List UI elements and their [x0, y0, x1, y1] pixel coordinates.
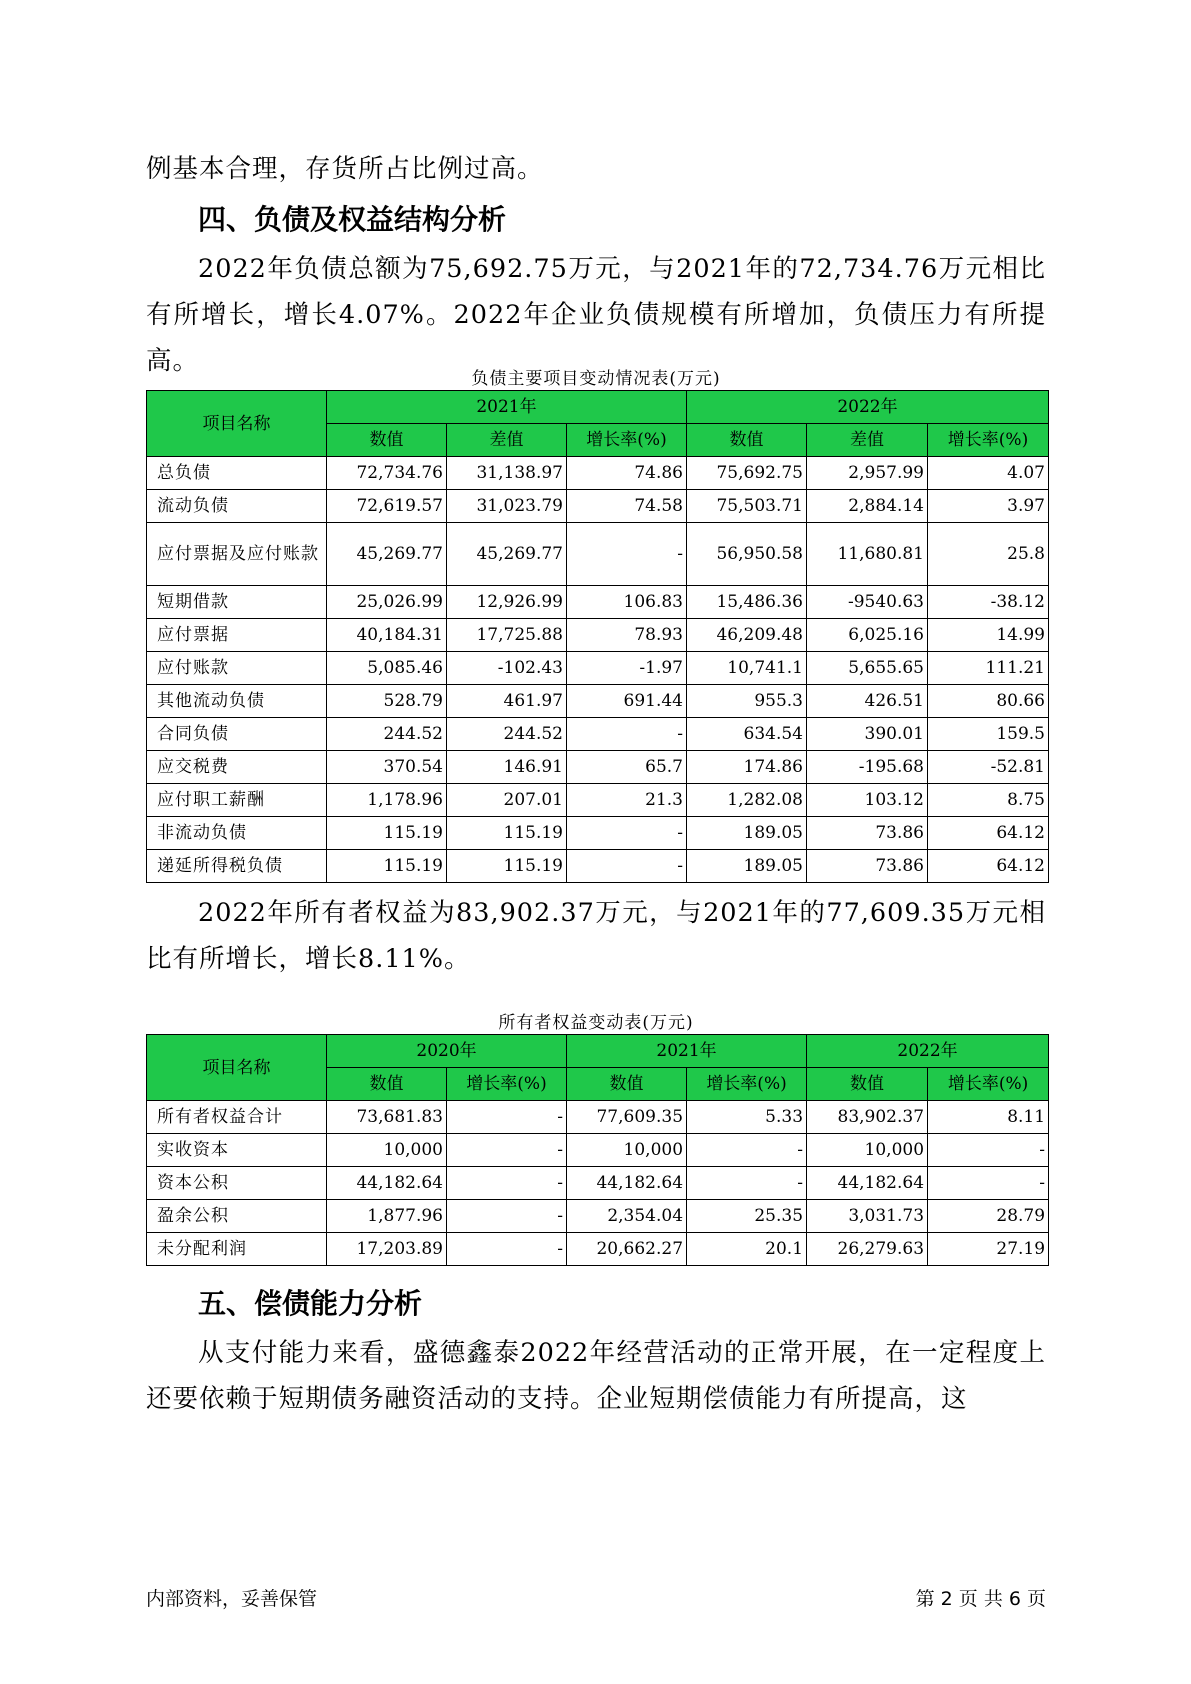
- table-cell: 25.8: [928, 523, 1049, 586]
- row-label: 资本公积: [147, 1167, 327, 1200]
- table-cell: 244.52: [327, 718, 447, 751]
- table-cell: 146.91: [447, 751, 567, 784]
- table-cell: 3.97: [928, 490, 1049, 523]
- table-cell: 26,279.63: [807, 1233, 928, 1266]
- row-label: 所有者权益合计: [147, 1101, 327, 1134]
- table-cell: 27.19: [928, 1233, 1049, 1266]
- year-header: 2022年: [687, 391, 1049, 424]
- year-header: 2021年: [567, 1035, 807, 1068]
- table-cell: -38.12: [928, 586, 1049, 619]
- table-cell: 174.86: [687, 751, 807, 784]
- column-subheader: 数值: [807, 1068, 928, 1101]
- table-row: [147, 850, 1049, 883]
- table-cell: 528.79: [327, 685, 447, 718]
- year-header: 2021年: [327, 391, 687, 424]
- table-cell: 75,692.75: [687, 457, 807, 490]
- table-cell: 115.19: [327, 850, 447, 883]
- table-row: [147, 1167, 1049, 1200]
- row-label: 递延所得税负债: [147, 850, 327, 883]
- table-cell: -: [447, 1167, 567, 1200]
- column-subheader: 差值: [447, 424, 567, 457]
- table-cell: 2,957.99: [807, 457, 928, 490]
- row-label: 应付票据及应付账款: [147, 523, 327, 586]
- table-cell: 20,662.27: [567, 1233, 687, 1266]
- table-cell: -: [447, 1200, 567, 1233]
- table-cell: 370.54: [327, 751, 447, 784]
- row-label: 应付票据: [147, 619, 327, 652]
- table-row: [147, 490, 1049, 523]
- table-row: [147, 1134, 1049, 1167]
- row-label: 其他流动负债: [147, 685, 327, 718]
- table-cell: 1,877.96: [327, 1200, 447, 1233]
- table-row: [147, 652, 1049, 685]
- table-row: [147, 1200, 1049, 1233]
- table-row: [147, 1233, 1049, 1266]
- table-cell: 3,031.73: [807, 1200, 928, 1233]
- column-subheader: 增长率(%): [687, 1068, 807, 1101]
- table-cell: 1,178.96: [327, 784, 447, 817]
- table-cell: 56,950.58: [687, 523, 807, 586]
- name-header: 项目名称: [147, 1035, 327, 1101]
- table-cell: 955.3: [687, 685, 807, 718]
- row-label: 合同负债: [147, 718, 327, 751]
- table-cell: 207.01: [447, 784, 567, 817]
- table-cell: 73.86: [807, 817, 928, 850]
- table-row: [147, 685, 1049, 718]
- table-cell: 634.54: [687, 718, 807, 751]
- table-cell: 5.33: [687, 1101, 807, 1134]
- table-cell: 6,025.16: [807, 619, 928, 652]
- section4-heading: 四、负债及权益结构分析: [198, 203, 507, 236]
- table-cell: 74.86: [567, 457, 687, 490]
- table-cell: 44,182.64: [807, 1167, 928, 1200]
- row-label: 非流动负债: [147, 817, 327, 850]
- table-cell: -: [687, 1167, 807, 1200]
- table-cell: -52.81: [928, 751, 1049, 784]
- table-cell: 426.51: [807, 685, 928, 718]
- table-cell: 244.52: [447, 718, 567, 751]
- table-cell: 72,619.57: [327, 490, 447, 523]
- row-label: 未分配利润: [147, 1233, 327, 1266]
- column-subheader: 数值: [567, 1068, 687, 1101]
- column-subheader: 数值: [327, 1068, 447, 1101]
- table-cell: -: [447, 1134, 567, 1167]
- table1-caption: 负债主要项目变动情况表(万元): [471, 369, 721, 389]
- footer-page-number: 第 2 页 共 6 页: [915, 1588, 1046, 1610]
- row-label: 实收资本: [147, 1134, 327, 1167]
- table-cell: 4.07: [928, 457, 1049, 490]
- table-row: [147, 1101, 1049, 1134]
- table-cell: 77,609.35: [567, 1101, 687, 1134]
- table-cell: 390.01: [807, 718, 928, 751]
- table-cell: 5,655.65: [807, 652, 928, 685]
- liabilities-table: [146, 390, 1049, 883]
- table-cell: -: [447, 1101, 567, 1134]
- table-cell: 73,681.83: [327, 1101, 447, 1134]
- column-subheader: 增长率(%): [928, 424, 1049, 457]
- footer-confidential: 内部资料，妥善保管: [146, 1588, 318, 1610]
- table-row: [147, 784, 1049, 817]
- table-cell: 64.12: [928, 850, 1049, 883]
- row-label: 总负债: [147, 457, 327, 490]
- column-subheader: 增长率(%): [928, 1068, 1049, 1101]
- table-cell: -: [567, 523, 687, 586]
- section4-paragraph-2: 2022年所有者权益为83,902.37万元，与2021年的77,609.35万元相比有所增长，增长8.11%。: [146, 898, 1046, 974]
- table-cell: 45,269.77: [327, 523, 447, 586]
- column-subheader: 数值: [687, 424, 807, 457]
- table-cell: 74.58: [567, 490, 687, 523]
- table-row: [147, 586, 1049, 619]
- table-cell: 2,354.04: [567, 1200, 687, 1233]
- table-cell: 111.21: [928, 652, 1049, 685]
- row-label: 应付职工薪酬: [147, 784, 327, 817]
- row-label: 盈余公积: [147, 1200, 327, 1233]
- table-row: [147, 523, 1049, 586]
- section5-paragraph-1: 从支付能力来看，盛德鑫泰2022年经营活动的正常开展，在一定程度上还要依赖于短期债务融资活动的支持。企业短期偿债能力有所提高，这: [146, 1338, 1046, 1414]
- table-cell: 12,926.99: [447, 586, 567, 619]
- table-cell: 8.11: [928, 1101, 1049, 1134]
- table-cell: 691.44: [567, 685, 687, 718]
- table-cell: 45,269.77: [447, 523, 567, 586]
- year-header: 2020年: [327, 1035, 567, 1068]
- table-cell: 31,138.97: [447, 457, 567, 490]
- table-cell: 28.79: [928, 1200, 1049, 1233]
- row-label: 应交税费: [147, 751, 327, 784]
- table-cell: 44,182.64: [567, 1167, 687, 1200]
- row-label: 流动负债: [147, 490, 327, 523]
- table-cell: 159.5: [928, 718, 1049, 751]
- table-cell: 10,000: [327, 1134, 447, 1167]
- table-cell: 65.7: [567, 751, 687, 784]
- equity-table: [146, 1034, 1049, 1266]
- table-cell: 64.12: [928, 817, 1049, 850]
- table-cell: -: [567, 850, 687, 883]
- intro-line: 例基本合理，存货所占比例过高。: [146, 154, 544, 184]
- table-cell: -195.68: [807, 751, 928, 784]
- table-cell: 189.05: [687, 850, 807, 883]
- table-cell: -: [928, 1167, 1049, 1200]
- table-cell: -1.97: [567, 652, 687, 685]
- table-cell: -: [928, 1134, 1049, 1167]
- column-subheader: 增长率(%): [447, 1068, 567, 1101]
- table-cell: 44,182.64: [327, 1167, 447, 1200]
- table-cell: -: [687, 1134, 807, 1167]
- table-cell: 78.93: [567, 619, 687, 652]
- table-row: [147, 457, 1049, 490]
- table-cell: 2,884.14: [807, 490, 928, 523]
- table-cell: 106.83: [567, 586, 687, 619]
- column-subheader: 增长率(%): [567, 424, 687, 457]
- table-row: [147, 751, 1049, 784]
- table-cell: 40,184.31: [327, 619, 447, 652]
- table-cell: 115.19: [447, 850, 567, 883]
- table-cell: 10,000: [807, 1134, 928, 1167]
- table-cell: 17,725.88: [447, 619, 567, 652]
- column-subheader: 差值: [807, 424, 928, 457]
- table-cell: 115.19: [447, 817, 567, 850]
- table2-caption: 所有者权益变动表(万元): [498, 1013, 694, 1033]
- table-cell: -102.43: [447, 652, 567, 685]
- table-cell: 10,000: [567, 1134, 687, 1167]
- table-cell: 31,023.79: [447, 490, 567, 523]
- table-cell: 5,085.46: [327, 652, 447, 685]
- name-header: 项目名称: [147, 391, 327, 457]
- table-cell: 20.1: [687, 1233, 807, 1266]
- row-label: 短期借款: [147, 586, 327, 619]
- table-cell: 14.99: [928, 619, 1049, 652]
- table-cell: 115.19: [327, 817, 447, 850]
- section5-heading: 五、偿债能力分析: [198, 1287, 423, 1320]
- table-cell: 189.05: [687, 817, 807, 850]
- table-cell: 8.75: [928, 784, 1049, 817]
- table-row: [147, 817, 1049, 850]
- table-row: [147, 619, 1049, 652]
- table-cell: 25,026.99: [327, 586, 447, 619]
- row-label: 应付账款: [147, 652, 327, 685]
- year-header: 2022年: [807, 1035, 1049, 1068]
- table-cell: -: [567, 817, 687, 850]
- table-cell: -: [447, 1233, 567, 1266]
- table-cell: 10,741.1: [687, 652, 807, 685]
- table-cell: 80.66: [928, 685, 1049, 718]
- table-cell: 73.86: [807, 850, 928, 883]
- table-cell: 25.35: [687, 1200, 807, 1233]
- table-cell: 17,203.89: [327, 1233, 447, 1266]
- table-cell: 75,503.71: [687, 490, 807, 523]
- table-cell: 21.3: [567, 784, 687, 817]
- table-row: [147, 718, 1049, 751]
- table-cell: 83,902.37: [807, 1101, 928, 1134]
- table-cell: 72,734.76: [327, 457, 447, 490]
- section4-paragraph-1: 2022年负债总额为75,692.75万元，与2021年的72,734.76万元相比有所增长，增长4.07%。2022年企业负债规模有所增加，负债压力有所提高。: [146, 254, 1046, 376]
- table-cell: 103.12: [807, 784, 928, 817]
- table-cell: -: [567, 718, 687, 751]
- table-cell: 1,282.08: [687, 784, 807, 817]
- table-cell: 461.97: [447, 685, 567, 718]
- table-cell: -9540.63: [807, 586, 928, 619]
- column-subheader: 数值: [327, 424, 447, 457]
- table-cell: 15,486.36: [687, 586, 807, 619]
- table-cell: 46,209.48: [687, 619, 807, 652]
- table-cell: 11,680.81: [807, 523, 928, 586]
